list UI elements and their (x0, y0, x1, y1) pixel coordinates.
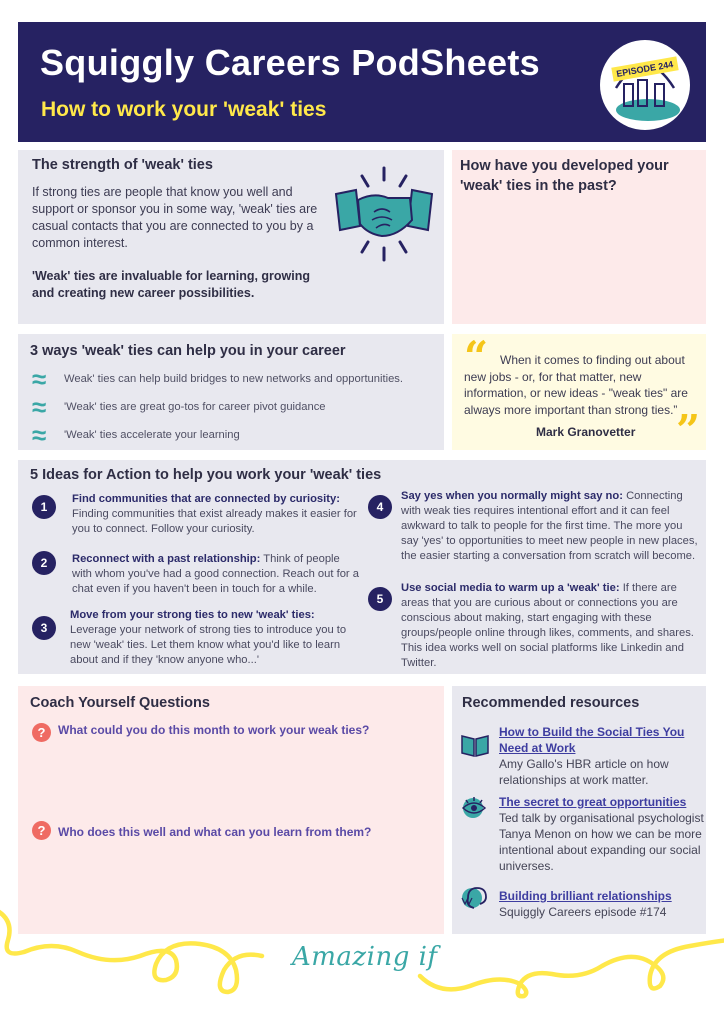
idea-item: Use social media to warm up a 'weak' tie: If there are areas that you are curious about or connections you are conscious about making, start engaging with these groups/people online through likes, comments, and shares. This idea works well on social platforms like Linkedin and Twitter. (401, 582, 694, 669)
page-title: Squiggly Careers PodSheets (40, 42, 540, 83)
strength-panel (18, 150, 444, 324)
resources-panel (452, 686, 706, 934)
resource-link[interactable]: Building brilliant relationships (499, 889, 672, 903)
idea-number: 5 (368, 587, 392, 611)
idea-item: Move from your strong ties to new 'weak' ties: Leverage your network of strong ties to introduce you to new 'weak' ties. Let them know what you'd like to learn about and if they 'know anyone who...' (70, 609, 347, 666)
idea-number: 2 (32, 551, 56, 575)
wave-icon: ≈ (32, 420, 47, 450)
strength-title: The strength of 'weak' ties (32, 157, 213, 173)
idea-item: Find communities that are connected by curiosity: Finding communities that exist already makes it easier for you to connect. Follow your curiosity. (72, 493, 357, 535)
strength-body: If strong ties are people that know you well and support or sponsor you in some way, 'weak' ties are casual contacts that you are connected to you by a common interest. (32, 185, 318, 250)
resource-desc: Ted talk by organisational psychologist Tanya Menon on how we can be more intentional about expanding our social universes. (499, 811, 704, 873)
list-item: ≈ 'Weak' ties are great go-tos for career pivot guidance (32, 392, 326, 422)
ways-panel (18, 334, 444, 450)
coach-question: What could you do this month to work your weak ties? (58, 723, 370, 737)
question-icon: ? (32, 821, 51, 840)
resource-desc: Amy Gallo's HBR article on how relationships at work matter. (499, 757, 669, 787)
wave-icon: ≈ (32, 364, 47, 394)
eye-icon (460, 794, 490, 822)
quote-text: When it comes to finding out about new jobs - or, for that matter, new information, or new ideas - "weak ties" are always more important than strong ties.” (464, 353, 688, 417)
ways-title: 3 ways 'weak' ties can help you in your career (30, 343, 346, 359)
resource-item[interactable] (499, 794, 705, 874)
ideas-title: 5 Ideas for Action to help you work your 'weak' ties (30, 467, 382, 483)
ways-list (32, 365, 442, 449)
book-icon (460, 730, 490, 758)
resource-link[interactable]: The secret to great opportunities (499, 795, 687, 809)
idea-number: 3 (32, 616, 56, 640)
episode-badge (600, 40, 690, 130)
episode-label: EPISODE 244 (611, 56, 678, 81)
handshake-icon (330, 164, 438, 264)
developed-question: How have you developed your 'weak' ties in the past? (460, 158, 669, 194)
idea-number: 4 (368, 495, 392, 519)
quote-author: Mark Granovetter (536, 425, 636, 439)
resource-link[interactable]: How to Build the Social Ties You Need at Work (499, 725, 685, 755)
brand-logo: Amazing if (292, 942, 438, 972)
idea-number: 1 (32, 495, 56, 519)
coach-question: Who does this well and what can you learn from them? (58, 825, 372, 839)
close-quote-icon: ” (676, 406, 701, 455)
list-item: ≈ Weak' ties can help build bridges to new networks and opportunities. (32, 364, 403, 394)
resource-desc: Squiggly Careers episode #174 (499, 905, 667, 919)
question-icon: ? (32, 723, 51, 742)
page-subtitle: How to work your 'weak' ties (41, 98, 327, 121)
strength-bold: 'Weak' ties are invaluable for learning, growing and creating new career possibilities. (32, 269, 311, 300)
quote-panel (452, 332, 706, 455)
resource-item[interactable] (499, 724, 701, 788)
idea-item: Reconnect with a past relationship: Think of people with whom you've had a good connection. Reach out for a chat even if you haven't been in touch for a while. (72, 553, 359, 595)
list-item: ≈ 'Weak' ties accelerate your learning (32, 420, 240, 450)
developed-panel (452, 150, 706, 324)
wave-icon: ≈ (32, 392, 47, 422)
idea-item: Say yes when you normally might say no: Connecting with weak ties requires intentional effort and it can feel awkward to talk to people for the first time. The more you say 'yes' to opportunities to meet new people in new places, the easier starting a conversation from scratch will become. (401, 490, 698, 562)
open-quote-icon: “ (464, 332, 489, 381)
ideas-panel (18, 460, 706, 674)
headphones-icon (600, 40, 690, 130)
resources-title: Recommended resources (462, 695, 640, 711)
coach-panel (18, 686, 444, 934)
coach-title: Coach Yourself Questions (30, 695, 210, 711)
